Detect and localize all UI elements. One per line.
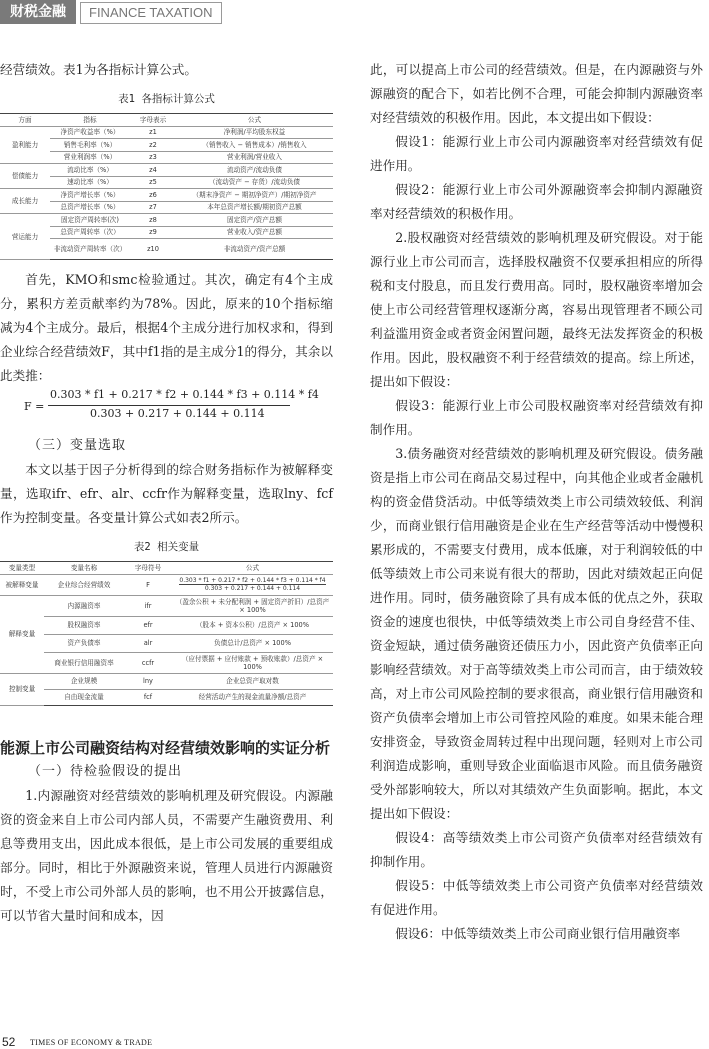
table-header-cell: 公式: [172, 562, 333, 575]
table-cell: 自由现金流量: [44, 689, 124, 705]
table-cell: 企业规模: [44, 673, 124, 689]
table-cell: F: [124, 574, 172, 595]
table-row: [0, 689, 333, 705]
table-cell: 净资产增长率（%）: [50, 189, 130, 202]
hypothesis-1: 假设1：能源行业上市公司内源融资率对经营绩效有促进作用。: [370, 134, 703, 173]
table2-caption: 表2 相关变量: [133, 541, 200, 553]
table-row: [0, 201, 333, 214]
table-row: [0, 616, 333, 634]
table1: [0, 113, 333, 260]
section-subheading-3: （三）变量选取: [28, 438, 127, 453]
table2: [0, 561, 333, 706]
table-cell: 控制变量: [0, 673, 44, 705]
equity-financing-paragraph: 2.股权融资对经营绩效的影响机理及研究假设。对于能源行业上市公司而言，选择股权融资不仅要承担相应的所得税和支付股息，而且发行费用高。同时，股权融资率增加会使上市公司经营管理权逐渐分离，容易出现管理者不顾公司利益滥用资金或者资金闲置问题，最终无法发挥资金的积极作用。因此，股权融资不利于经营绩效的提高。综上所述，提出如下假设：: [370, 230, 703, 389]
table-cell: alr: [124, 634, 172, 652]
section-subheading-1: （一）待检验假设的提出: [28, 763, 183, 779]
table-cell: z5: [130, 176, 176, 189]
table-cell: z4: [130, 164, 176, 177]
table-cell: 流动比率（%）: [50, 164, 130, 177]
table-cell: z9: [130, 226, 176, 239]
table-cell: z7: [130, 201, 176, 214]
table-header-cell: 字母表示: [130, 114, 176, 127]
table1-caption: 表1 各指标计算公式: [118, 93, 215, 105]
table-cell: 内源融资率: [44, 595, 124, 616]
table-cell: 本年总资产增长额/期初资产总额: [176, 201, 333, 214]
table-header-cell: 指标: [50, 114, 130, 127]
magazine-name: TIMES OF ECONOMY & TRADE: [30, 1038, 153, 1047]
table-cell: （期末净资产 − 期初净资产）/期初净资产: [176, 189, 333, 202]
table-header-row: [0, 562, 333, 575]
table-cell: z8: [130, 214, 176, 227]
table-cell: 负债总计/总资产 × 100%: [172, 634, 333, 652]
table-row: [0, 164, 333, 177]
hypothesis-3: 假设3：能源行业上市公司股权融资率对经营绩效有抑制作用。: [370, 398, 703, 437]
table-row: [0, 634, 333, 652]
debt-financing-paragraph: 3.债务融资对经营绩效的影响机理及研究假设。债务融资是指上市公司在商品交易过程中，向其他企业或者金融机构的资金借贷活动。中低等绩效类上市公司绩效较低、利润少，而商业银行信用融资是企业在生产经营等活动中慢慢积累形成的，不需要支付费用，成本低廉，对于利润较低的中低等绩效上市公司来说有很大的帮助，因此对绩效起正向促进作用。同时，债务融资除了具有成本低的优点之外，获取资金的速度也很快，中低等绩效类上市公司自身经营不佳、资金短缺，通过债务融资还债压力小，因此资产负债率正向影响经营绩效。对于高等绩效类上市公司而言，由于绩效较高，对上市公司风险控制的要求很高，商业银行信用融资和资产负债率会增加上市公司管控风险的难度。如果未能合理安排资金，导致资金周转过程中出现问题，轻则对上市公司利润造成影响，重则导致企业面临退市风险。而且债务融资受外部影响较大，所以对其绩效产生负面影响。据此，本文提出如下假设：: [370, 446, 703, 821]
table-cell: 股权融资率: [44, 616, 124, 634]
table-header-row: [0, 114, 333, 127]
variables-paragraph: 本文以基于因子分析得到的综合财务指标作为被解释变量，选取ifr、efr、alr、ccfr作为解释变量，选取lny、fcf作为控制变量。各变量计算公式如表2所示。: [0, 462, 333, 525]
table-cell: 营业收入/资产总额: [176, 226, 333, 239]
table-cell: （应付票据 + 应付账款 + 预收账款）/总资产 × 100%: [172, 652, 333, 673]
formula-denominator: 0.303 + 0.217 + 0.144 + 0.114: [90, 407, 265, 420]
table-cell: 营业利润/营业收入: [176, 151, 333, 164]
table-cell: 被解释变量: [0, 574, 44, 595]
table-cell: ccfr: [124, 652, 172, 673]
table-cell: z2: [130, 139, 176, 152]
table-header-cell: 变量名称: [44, 562, 124, 575]
table-cell: efr: [124, 616, 172, 634]
table-row: [0, 652, 333, 673]
table-cell: 营业利润率（%）: [50, 151, 130, 164]
formula-lhs: F =: [24, 400, 45, 413]
table-cell: 总资产周转率（次）: [50, 226, 130, 239]
table-cell: 偿债能力: [0, 164, 50, 189]
page-footer: [0, 1036, 709, 1049]
table-row: [0, 214, 333, 227]
table-row: [0, 574, 333, 595]
table-cell: 固定资产/资产总额: [176, 214, 333, 227]
continued-paragraph: 此，可以提高上市公司的经营绩效。但是，在内源融资与外源融资的配合下，如若比例不合理，可能会抑制内源融资率对经营绩效的积极作用。因此，本文提出如下假设：: [370, 62, 703, 125]
table-cell: lny: [124, 673, 172, 689]
table-cell: 经营活动产生的现金流量净额/总资产: [172, 689, 333, 705]
table-cell: z6: [130, 189, 176, 202]
table-header-cell: 字母符号: [124, 562, 172, 575]
table-cell: 净资产收益率（%）: [50, 126, 130, 139]
page-header: [0, 0, 709, 24]
hypothesis-4: 假设4：高等绩效类上市公司资产负债率对经营绩效有抑制作用。: [370, 830, 703, 869]
table-header-cell: 公式: [176, 114, 333, 127]
table-row: [0, 126, 333, 139]
table-cell: z1: [130, 126, 176, 139]
page-number: 52: [2, 1035, 16, 1049]
table-cell: 企业综合经营绩效: [44, 574, 124, 595]
hypothesis-6: 假设6：中低等绩效类上市公司商业银行信用融资率: [395, 926, 681, 941]
table-cell: ifr: [124, 595, 172, 616]
table-cell: 解释变量: [0, 595, 44, 673]
section-tag: FINANCE TAXATION: [80, 2, 222, 24]
table-cell: （销售收入 − 销售成本）/销售收入: [176, 139, 333, 152]
table-header-cell: 变量类型: [0, 562, 44, 575]
table-cell: 净利润/平均股东权益: [176, 126, 333, 139]
table-cell: 非流动资产周转率（次）: [50, 239, 130, 260]
hypothesis-2: 假设2：能源行业上市公司外源融资率会抑制内源融资率对经营绩效的积极作用。: [370, 182, 703, 221]
left-column: [0, 58, 333, 928]
section-brand: 财税金融: [0, 0, 76, 24]
table-row: [0, 189, 333, 202]
table-cell: 资产负债率: [44, 634, 124, 652]
table-row: [0, 176, 333, 189]
table-header-cell: 方面: [0, 114, 50, 127]
table-cell: 成长能力: [0, 189, 50, 214]
table-cell: 盈利能力: [0, 126, 50, 164]
table-cell: 商业银行信用融资率: [44, 652, 124, 673]
table-row: [0, 226, 333, 239]
table-row: [0, 595, 333, 616]
table-cell: fcf: [124, 689, 172, 705]
table-cell: 总资产增长率（%）: [50, 201, 130, 214]
hypothesis-5: 假设5：中低等绩效类上市公司资产负债率对经营绩效有促进作用。: [370, 878, 703, 917]
table-cell: 销售毛利率（%）: [50, 139, 130, 152]
table-row: [0, 673, 333, 689]
intro-paragraph: 经营绩效。表1为各指标计算公式。: [0, 62, 197, 77]
table-cell: （盈余公积 + 未分配利润 + 固定资产折旧）/总资产 × 100%: [172, 595, 333, 616]
internal-financing-paragraph: 1.内源融资对经营绩效的影响机理及研究假设。内源融资的资金来自上市公司内部人员，不需要产生融资费用、利息等费用支出，因此成本很低，是上市公司发展的重要组成部分。同时，相比于外源融资来说，管理人员进行内源融资时，不受上市公司外部人员的影响，也不用公开披露信息，可以节省大量时间和成本，因: [0, 787, 333, 923]
section-heading: 能源上市公司融资结构对经营绩效影响的实证分析: [0, 738, 331, 757]
factor-paragraph: 首先，KMO和smc检验通过。其次，确定有4个主成分，累积方差贡献率约为78%。因此，原来的10个指标缩减为4个主成分。最后，根据4个主成分进行加权求和，得到企业综合经营绩效F，其中f1指的是主成分1的得分，其余以此类推：: [0, 272, 333, 383]
table-cell: 非流动资产/资产总额: [176, 239, 333, 260]
table-cell: （流动资产 − 存货）/流动负债: [176, 176, 333, 189]
table-cell: 营运能力: [0, 214, 50, 260]
table-row: [0, 239, 333, 260]
table-row: [0, 151, 333, 164]
mini-formula-denominator: 0.303 + 0.217 + 0.144 + 0.114: [204, 585, 301, 592]
table-cell: 流动资产/流动负债: [176, 164, 333, 177]
composite-score-formula: [0, 388, 333, 428]
table-cell: 企业总资产取对数: [172, 673, 333, 689]
mini-formula: [173, 577, 332, 592]
mini-formula-numerator: 0.303 * f1 + 0.217 * f2 + 0.144 * f3 + 0.114 * f4: [179, 577, 326, 584]
formula-numerator: 0.303 * f1 + 0.217 * f2 + 0.144 * f3 + 0.114 * f4: [50, 388, 319, 401]
table-row: [0, 139, 333, 152]
fraction-bar: [48, 405, 290, 406]
table-cell: 固定资产周转率(次): [50, 214, 130, 227]
table-cell: z10: [130, 239, 176, 260]
right-column: [370, 58, 703, 946]
table-cell: [172, 574, 333, 595]
table-cell: （股本 + 资本公积）/总资产 × 100%: [172, 616, 333, 634]
table-cell: 速动比率（%）: [50, 176, 130, 189]
table-cell: z3: [130, 151, 176, 164]
